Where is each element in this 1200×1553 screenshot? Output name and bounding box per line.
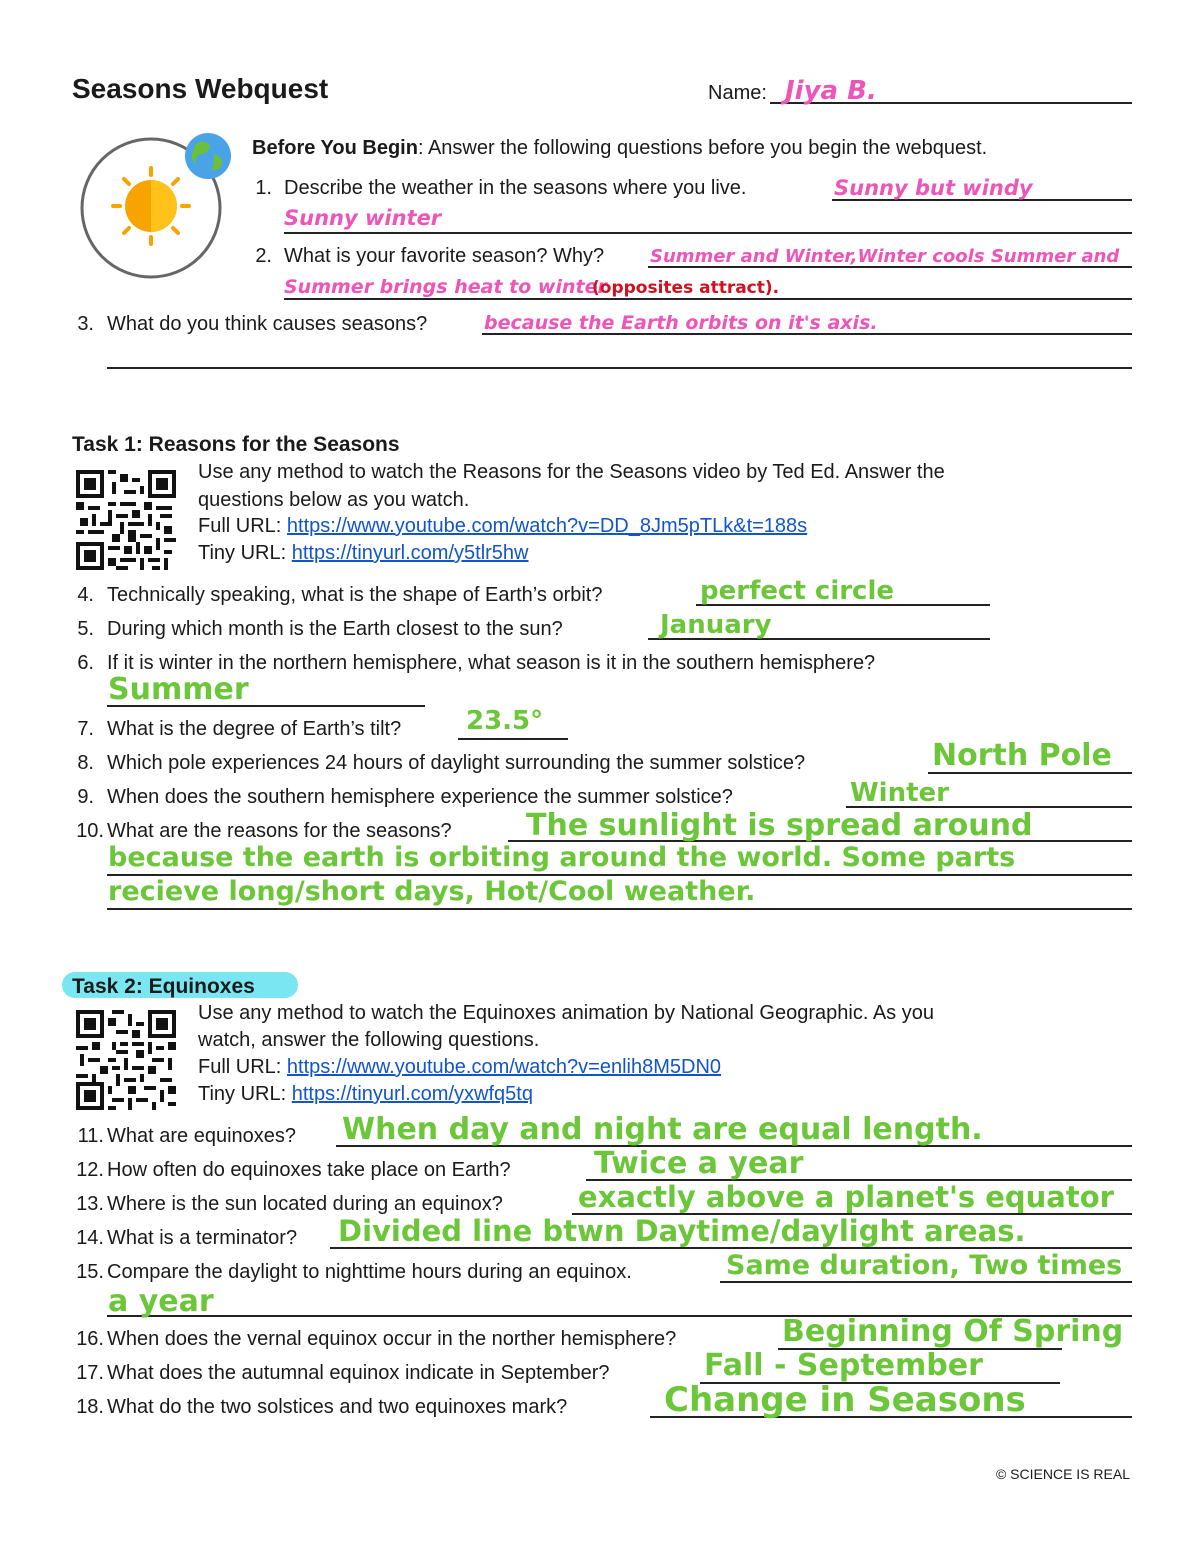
q3-text: What do you think causes seasons?	[107, 313, 428, 335]
q9-answer: Winter	[850, 778, 949, 808]
intro-bold: Before You Begin	[252, 137, 418, 159]
name-value: Jiya B.	[785, 76, 877, 106]
q7-number: 7.	[77, 718, 94, 740]
copyright: © SCIENCE IS REAL	[995, 1466, 1130, 1482]
task2-full-url-label: Full URL:	[198, 1056, 282, 1078]
q5-answer: January	[660, 610, 772, 640]
q16-number: 16.	[76, 1328, 104, 1350]
task2-heading: Task 2: Equinoxes	[72, 975, 255, 998]
q2-answer-3: (opposites attract).	[592, 278, 780, 298]
q13-number: 13.	[76, 1193, 104, 1215]
q11-number: 11.	[77, 1125, 104, 1147]
q1-line-2	[284, 232, 1132, 234]
q14-number: 14.	[76, 1227, 104, 1249]
q3-number: 3.	[77, 313, 94, 335]
q18-text: What do the two solstices and two equinoxes mark?	[107, 1396, 568, 1418]
q1-answer-1: Sunny but windy	[834, 176, 1033, 200]
intro-text	[252, 136, 987, 160]
task2-tiny-url-label: Tiny URL:	[198, 1083, 287, 1105]
q10-answer-2: because the earth is orbiting around the world. Some parts	[108, 842, 1016, 873]
task1-full-url-label: Full URL:	[198, 515, 282, 537]
q10-text: What are the reasons for the seasons?	[107, 820, 452, 842]
task1-full-url-link[interactable]: https://www.youtube.com/watch?v=DD_8Jm5pTLk&t=188s	[286, 515, 808, 537]
q7-answer: 23.5°	[466, 706, 544, 736]
q2-line-2	[284, 298, 1132, 300]
task2-full-url-link[interactable]: https://www.youtube.com/watch?v=enlih8M5DN0	[286, 1056, 722, 1078]
q7-line	[458, 738, 568, 740]
q11-text: What are equinoxes?	[107, 1125, 297, 1147]
q18-answer: Change in Seasons	[664, 1380, 1026, 1420]
q1-text: Describe the weather in the seasons where you live.	[284, 177, 747, 199]
q8-number: 8.	[77, 752, 94, 774]
q17-text: What does the autumnal equinox indicate in September?	[107, 1362, 610, 1384]
q5-number: 5.	[77, 618, 94, 640]
q10-answer-3: recieve long/short days, Hot/Cool weather.	[108, 876, 756, 907]
q9-number: 9.	[77, 786, 94, 808]
task2-instruction-1: Use any method to watch the Equinoxes animation by National Geographic. As you	[198, 1002, 934, 1024]
q15-number: 15.	[76, 1261, 104, 1283]
q15-text: Compare the daylight to nighttime hours during an equinox.	[107, 1261, 632, 1283]
task1-tiny-url-row	[198, 541, 528, 565]
q2-number: 2.	[255, 245, 272, 267]
q4-number: 4.	[77, 584, 94, 606]
q12-text: How often do equinoxes take place on Earth?	[107, 1159, 511, 1181]
q13-text: Where is the sun located during an equinox?	[107, 1193, 503, 1215]
q4-answer: perfect circle	[700, 576, 895, 606]
q1-answer-2: Sunny winter	[284, 206, 442, 230]
q2-text: What is your favorite season? Why?	[284, 245, 605, 267]
q18-number: 18.	[76, 1396, 104, 1418]
q17-number: 17.	[76, 1362, 104, 1384]
q6-answer: Summer	[108, 672, 249, 707]
sun-icon	[113, 168, 189, 244]
task2-tiny-url-link[interactable]: https://tinyurl.com/yxwfq5tq	[291, 1083, 533, 1105]
q1-number: 1.	[255, 177, 272, 199]
task1-instruction-2: questions below as you watch.	[198, 489, 470, 511]
q10-number: 10.	[76, 820, 104, 842]
q9-text: When does the southern hemisphere experience the summer solstice?	[107, 786, 733, 808]
q12-answer: Twice a year	[594, 1146, 804, 1181]
earth-icon	[185, 133, 231, 179]
q7-text: What is the degree of Earth’s tilt?	[107, 718, 402, 740]
name-label: Name:	[708, 82, 767, 104]
q3-line-2	[107, 367, 1132, 369]
task2-tiny-url-row	[198, 1082, 533, 1106]
task1-qr-code	[76, 470, 176, 570]
q8-text: Which pole experiences 24 hours of daylight surrounding the summer solstice?	[107, 752, 806, 774]
q16-answer: Beginning Of Spring	[782, 1314, 1124, 1349]
task2-full-url-row	[198, 1055, 721, 1079]
task1-instruction-1: Use any method to watch the Reasons for the Seasons video by Ted Ed. Answer the	[198, 461, 945, 483]
sun-earth-orbit-illustration	[68, 130, 240, 280]
task1-tiny-url-link[interactable]: https://tinyurl.com/y5tlr5hw	[291, 542, 529, 564]
q8-answer: North Pole	[932, 738, 1112, 773]
intro-rest: : Answer the following questions before you begin the webquest.	[417, 137, 988, 159]
q2-answer-1: Summer and Winter,Winter cools Summer and	[650, 246, 1120, 267]
q15-line-1	[720, 1281, 1132, 1283]
task2-instruction-2: watch, answer the following questions.	[198, 1029, 540, 1051]
q17-answer: Fall - September	[704, 1348, 983, 1383]
task1-heading: Task 1: Reasons for the Seasons	[72, 433, 400, 456]
page-title: Seasons Webquest	[72, 73, 329, 104]
task1-tiny-url-label: Tiny URL:	[198, 542, 287, 564]
q11-answer: When day and night are equal length.	[342, 1112, 983, 1147]
q14-answer: Divided line btwn Daytime/daylight areas.	[338, 1214, 1026, 1248]
q4-text: Technically speaking, what is the shape of Earth’s orbit?	[107, 584, 603, 606]
q15-answer-1: Same duration, Two times	[726, 1250, 1123, 1281]
q6-text: If it is winter in the northern hemisphere, what season is it in the southern hemisphere?	[107, 652, 876, 674]
q15-answer-2: a year	[108, 1284, 214, 1319]
q6-number: 6.	[77, 652, 94, 674]
q5-text: During which month is the Earth closest to the sun?	[107, 618, 563, 640]
q14-text: What is a terminator?	[107, 1227, 298, 1249]
q3-answer: because the Earth orbits on it's axis.	[484, 312, 878, 334]
task2-qr-code	[76, 1010, 176, 1110]
task1-full-url-row	[198, 514, 807, 538]
q16-text: When does the vernal equinox occur in the norther hemisphere?	[107, 1328, 677, 1350]
q10-line-3	[107, 908, 1132, 910]
q12-number: 12.	[76, 1159, 104, 1181]
q13-answer: exactly above a planet's equator	[578, 1180, 1114, 1214]
q10-answer-1: The sunlight is spread around	[526, 808, 1033, 843]
q2-answer-2: Summer brings heat to winter	[284, 276, 607, 298]
